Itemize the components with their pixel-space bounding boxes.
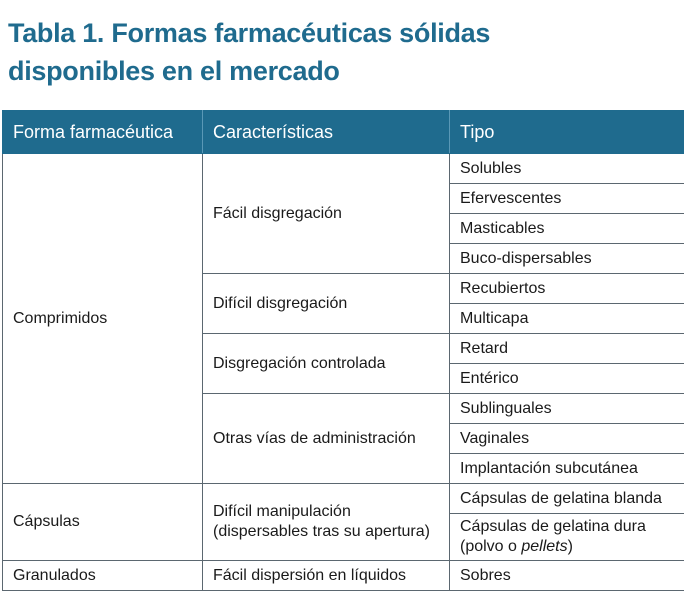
caracteristica-facil-disgregacion: Fácil disgregación xyxy=(203,154,450,274)
forma-comprimidos: Comprimidos xyxy=(3,154,203,484)
tipo-line-2 xyxy=(460,537,674,557)
tipo-cell: Multicapa xyxy=(450,304,684,334)
title-line-1: Tabla 1. Formas farmacéuticas sólidas xyxy=(8,18,491,48)
table-row xyxy=(3,561,684,591)
caracteristica-line-1: Difícil manipulación xyxy=(213,503,351,520)
title-line-2: disponibles en el mercado xyxy=(8,56,340,86)
header-forma: Forma farmacéutica xyxy=(3,111,203,154)
header-caracteristicas: Características xyxy=(203,111,450,154)
tipo-cell-gelatina-dura xyxy=(450,514,684,561)
tipo-cell: Sublinguales xyxy=(450,394,684,424)
tipo-line-1: Cápsulas de gelatina dura xyxy=(460,518,646,535)
caracteristica-disgregacion-controlada: Disgregación controlada xyxy=(203,334,450,394)
tipo-cell: Cápsulas de gelatina blanda xyxy=(450,484,684,514)
tipo-line-2-em: pellets xyxy=(521,538,568,555)
caracteristica-otras-vias: Otras vías de administración xyxy=(203,394,450,484)
tipo-cell: Sobres xyxy=(450,561,684,591)
tipo-cell: Buco-dispersables xyxy=(450,244,684,274)
dosage-forms-table xyxy=(2,110,684,591)
header-tipo: Tipo xyxy=(450,111,684,154)
table-title xyxy=(8,14,648,90)
tipo-cell: Entérico xyxy=(450,364,684,394)
caracteristica-line-2: (dispersables tras su apertura) xyxy=(213,523,430,540)
tipo-cell: Efervescentes xyxy=(450,184,684,214)
tipo-cell: Masticables xyxy=(450,214,684,244)
tipo-line-2-pre: (polvo o xyxy=(460,538,522,555)
tipo-cell: Solubles xyxy=(450,154,684,184)
forma-capsulas: Cápsulas xyxy=(3,484,203,561)
caracteristica-facil-dispersion: Fácil dispersión en líquidos xyxy=(203,561,450,591)
tipo-cell: Implantación subcutánea xyxy=(450,454,684,484)
table-row xyxy=(3,154,684,184)
tipo-line-2-post: ) xyxy=(567,538,573,555)
caracteristica-dificil-disgregacion: Difícil disgregación xyxy=(203,274,450,334)
tipo-cell: Retard xyxy=(450,334,684,364)
caracteristica-dificil-manipulacion xyxy=(203,484,450,561)
tipo-cell: Recubiertos xyxy=(450,274,684,304)
tipo-cell: Vaginales xyxy=(450,424,684,454)
header-row xyxy=(3,111,684,154)
forma-granulados: Granulados xyxy=(3,561,203,591)
table-row xyxy=(3,484,684,514)
